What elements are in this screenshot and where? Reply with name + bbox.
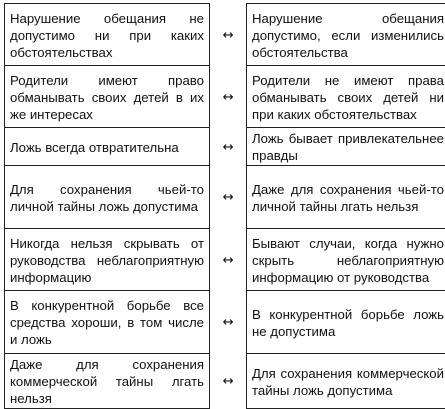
left-statement: Для сохранения чьей-то личной тайны ложь допустима <box>5 166 210 229</box>
right-statement: Для сохранения коммерческой тайны ложь допустима <box>247 354 445 409</box>
right-statement: Родители не имеют права обманывать своих детей ни при каких обстоятельствах <box>247 66 445 128</box>
left-statement: Даже для сохранения коммерческой тайны лгать нельзя <box>5 354 210 409</box>
left-statement: Ложь всегда отвратительна <box>5 128 210 166</box>
right-statement: Нарушение обещания допустимо, если изменились обстоятельства <box>247 4 445 66</box>
table-row <box>5 354 445 409</box>
table-row <box>5 166 445 229</box>
double-arrow-icon: ↔ <box>210 354 247 409</box>
table-row <box>5 4 445 66</box>
right-statement: Даже для сохранения чьей-то личной тайны лгать нельзя <box>247 166 445 229</box>
double-arrow-icon: ↔ <box>210 291 247 354</box>
left-statement: В конкурентной борьбе все средства хороши, в том числе и ложь <box>5 291 210 354</box>
table-row <box>5 229 445 291</box>
left-statement: Родители имеют право обманывать своих детей в их же интересах <box>5 66 210 128</box>
opposing-statements-table <box>4 3 445 409</box>
left-statement: Никогда нельзя скрывать от руководства неблагоприятную информацию <box>5 229 210 291</box>
table-row <box>5 291 445 354</box>
double-arrow-icon: ↔ <box>210 166 247 229</box>
right-statement: Ложь бывает привлекательнее правды <box>247 128 445 166</box>
right-statement: В конкурентной борьбе ложь не допустима <box>247 291 445 354</box>
left-statement: Нарушение обещания не допустимо ни при каких обстоятельствах <box>5 4 210 66</box>
double-arrow-icon: ↔ <box>210 4 247 66</box>
double-arrow-icon: ↔ <box>210 128 247 166</box>
double-arrow-icon: ↔ <box>210 229 247 291</box>
table-row <box>5 128 445 166</box>
table-row <box>5 66 445 128</box>
double-arrow-icon: ↔ <box>210 66 247 128</box>
right-statement: Бывают случаи, когда нужно скрыть неблагоприятную информацию от руководства <box>247 229 445 291</box>
